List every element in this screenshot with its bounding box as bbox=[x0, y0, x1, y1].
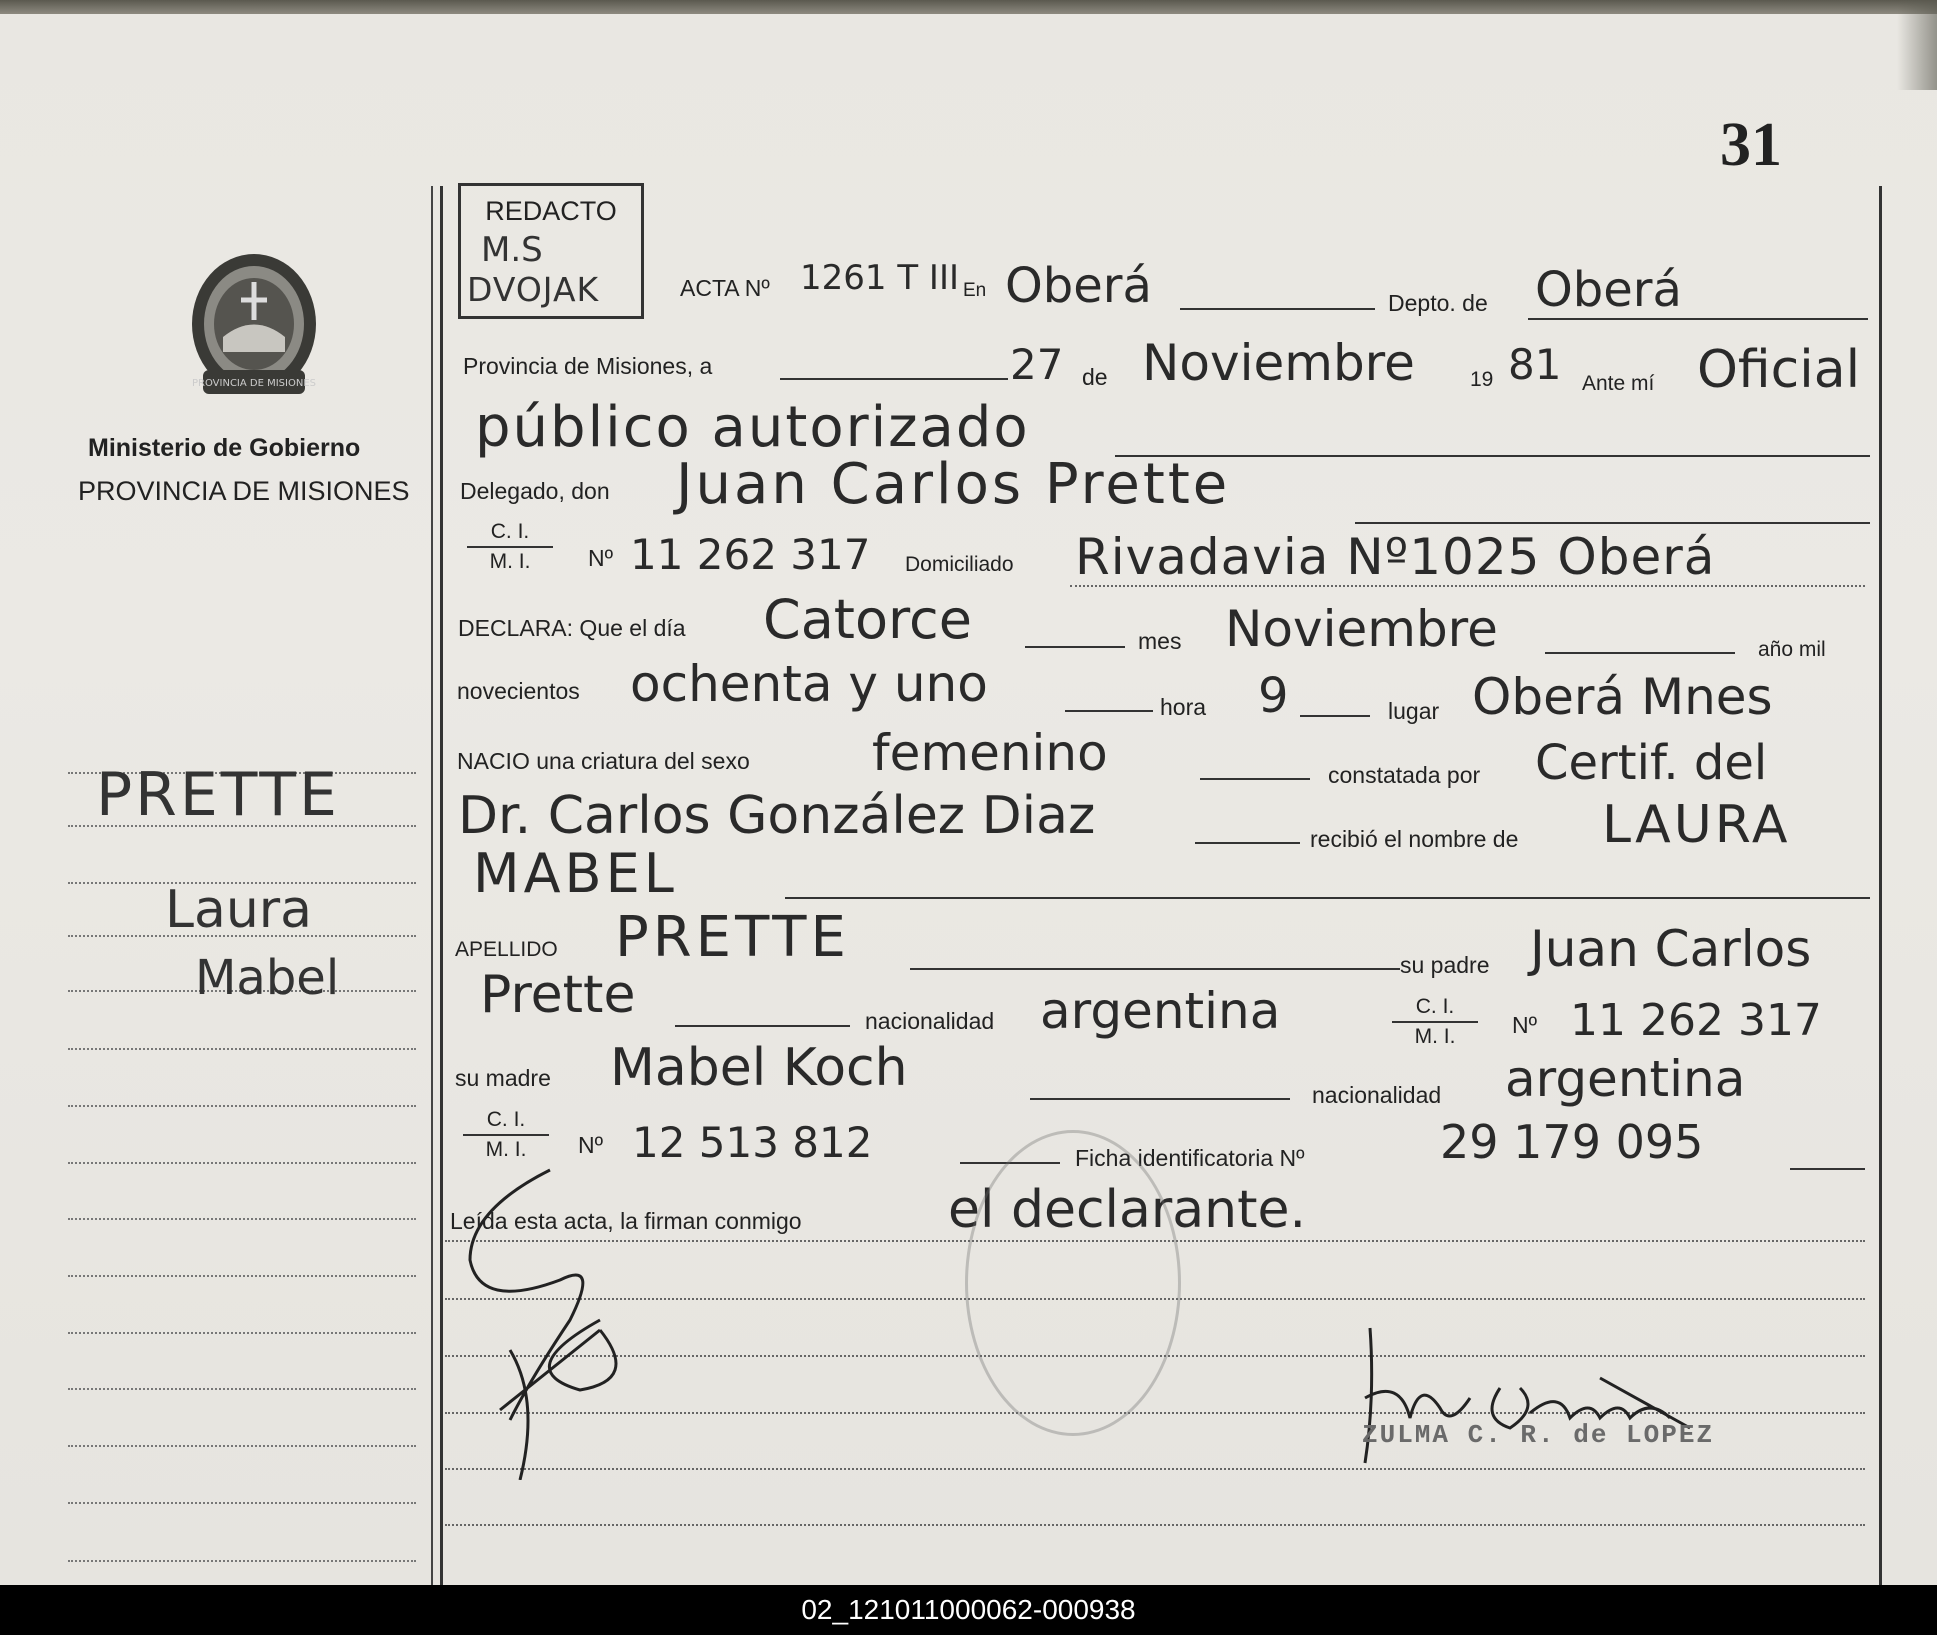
ficha-label: Ficha identificatoria Nº bbox=[1075, 1145, 1305, 1171]
fill-line bbox=[1355, 522, 1870, 524]
fill-line bbox=[1200, 778, 1310, 780]
dia-nacimiento: Catorce bbox=[763, 588, 972, 651]
firman-value: el declarante. bbox=[948, 1180, 1306, 1240]
fill-line bbox=[1025, 646, 1125, 648]
redacto-title: REDACTO bbox=[485, 196, 617, 226]
nro-label: Nº bbox=[588, 545, 614, 571]
padre-nro-label: Nº bbox=[1512, 1012, 1538, 1038]
domicilio-label: Domiciliado bbox=[905, 553, 1014, 576]
provincia-label: Provincia de Misiones, a bbox=[463, 353, 713, 379]
ci-top: C. I. bbox=[1415, 995, 1455, 1018]
recibio-label: recibió el nombre de bbox=[1310, 826, 1519, 852]
margin-line bbox=[68, 1502, 416, 1504]
acta-value: 1261 T III bbox=[800, 258, 959, 298]
anio-prefix: 19 bbox=[1470, 368, 1494, 391]
image-caption: 02_121011000062-000938 bbox=[0, 1585, 1937, 1635]
padre-ci-fraction bbox=[1392, 995, 1478, 1049]
fill-line bbox=[785, 897, 1870, 899]
margin-line bbox=[68, 1105, 416, 1107]
mes-value: Noviembre bbox=[1142, 334, 1415, 392]
fill-line bbox=[1195, 842, 1300, 844]
madre-nacionalidad-value: argentina bbox=[1505, 1050, 1746, 1108]
en-value: Oberá bbox=[1005, 258, 1152, 314]
ci-fraction bbox=[467, 520, 553, 574]
dia-value: 27 bbox=[1010, 340, 1064, 389]
margin-line bbox=[68, 1560, 416, 1562]
depto-label: Depto. de bbox=[1388, 290, 1488, 316]
fill-line bbox=[780, 378, 1008, 380]
declara-label: DECLARA: Que el día bbox=[458, 615, 686, 641]
constatada-label: constatada por bbox=[1328, 762, 1481, 788]
leida-label: Leída esta acta, la firman conmigo bbox=[450, 1208, 802, 1234]
fill-line bbox=[1030, 1098, 1290, 1100]
registry-stamp bbox=[965, 1130, 1181, 1436]
margin-line bbox=[68, 1332, 416, 1334]
mes-label: mes bbox=[1138, 628, 1182, 654]
padre-ci-value: 11 262 317 bbox=[1570, 995, 1822, 1046]
madre-ci-value: 12 513 812 bbox=[632, 1118, 873, 1167]
novecientos-label: novecientos bbox=[457, 678, 580, 704]
padre-value: Juan Carlos bbox=[1530, 920, 1812, 978]
ministry-name: Ministerio de Gobierno bbox=[88, 434, 361, 462]
official-stamp: ZULMA C. R. de LOPEZ bbox=[1362, 1420, 1715, 1450]
margin-surname: PRETTE bbox=[96, 760, 340, 830]
margin-line bbox=[68, 1048, 416, 1050]
madre-nro-label: Nº bbox=[578, 1132, 604, 1158]
dotted-line bbox=[1070, 585, 1865, 587]
domicilio-value: Rivadavia Nº1025 Oberá bbox=[1075, 528, 1716, 586]
madre-value: Mabel Koch bbox=[610, 1038, 908, 1098]
hora-label: hora bbox=[1160, 694, 1207, 720]
oficial-continued: público autorizado bbox=[475, 395, 1030, 460]
delegado-label: Delegado, don bbox=[460, 478, 610, 504]
constatada-continued: Dr. Carlos González Diaz bbox=[458, 786, 1096, 846]
ci-value: 11 262 317 bbox=[630, 530, 871, 579]
margin-line bbox=[68, 1162, 416, 1164]
anio-nacimiento: ochenta y uno bbox=[630, 655, 988, 713]
margin-line bbox=[68, 1218, 416, 1220]
page-number: 31 bbox=[1720, 111, 1782, 179]
margin-line bbox=[68, 1388, 416, 1390]
nombre-continued: MABEL bbox=[473, 842, 678, 905]
fill-line bbox=[1065, 710, 1153, 712]
padre-label: su padre bbox=[1400, 952, 1490, 978]
fill-line bbox=[910, 968, 1400, 970]
padre-nacionalidad-value: argentina bbox=[1040, 982, 1281, 1040]
dotted-line bbox=[445, 1524, 1865, 1526]
padre-continued: Prette bbox=[480, 965, 636, 1025]
dotted-line bbox=[445, 1468, 1865, 1470]
anio-mil-label: año mil bbox=[1758, 638, 1826, 661]
depto-value: Oberá bbox=[1535, 262, 1682, 318]
nombre-value: LAURA bbox=[1602, 795, 1791, 855]
fill-line bbox=[1545, 652, 1735, 654]
anio-value: 81 bbox=[1508, 340, 1562, 389]
ante-label: Ante mí bbox=[1582, 372, 1655, 395]
mes-nacimiento: Noviembre bbox=[1225, 600, 1498, 658]
ci-bottom: M. I. bbox=[1414, 1025, 1456, 1048]
declarant-signature bbox=[450, 1150, 650, 1480]
constatada-value: Certif. del bbox=[1535, 735, 1768, 791]
hora-value: 9 bbox=[1258, 668, 1289, 724]
sexo-value: femenino bbox=[872, 724, 1108, 782]
margin-line bbox=[68, 1275, 416, 1277]
seal-text: PROVINCIA DE MISIONES bbox=[192, 378, 316, 389]
fill-line bbox=[1300, 715, 1370, 717]
page-top-edge bbox=[0, 0, 1937, 14]
madre-nacionalidad-label: nacionalidad bbox=[1312, 1082, 1442, 1108]
fill-line bbox=[1528, 318, 1868, 320]
margin-name-second: Mabel bbox=[195, 950, 340, 1006]
form-margin-rule bbox=[431, 186, 433, 1585]
lugar-label: lugar bbox=[1388, 698, 1440, 724]
province-name: PROVINCIA DE MISIONES bbox=[78, 476, 410, 506]
lugar-value: Oberá Mnes bbox=[1472, 668, 1773, 726]
apellido-value: PRETTE bbox=[615, 905, 850, 970]
padre-nacionalidad-label: nacionalidad bbox=[865, 1008, 995, 1034]
ficha-value: 29 179 095 bbox=[1440, 1115, 1704, 1169]
ci-top: C. I. bbox=[486, 1108, 526, 1131]
apellido-label: APELLIDO bbox=[455, 938, 558, 961]
ci-bottom: M. I. bbox=[489, 550, 531, 573]
provincial-seal-icon bbox=[183, 242, 325, 402]
de-label: de bbox=[1082, 364, 1108, 390]
ci-top: C. I. bbox=[490, 520, 530, 543]
delegado-value: Juan Carlos Prette bbox=[676, 452, 1231, 517]
redacto-initials: M.S bbox=[481, 230, 543, 270]
madre-label: su madre bbox=[455, 1065, 551, 1091]
fill-line bbox=[675, 1025, 850, 1027]
en-label: En bbox=[963, 280, 987, 301]
acta-label: ACTA Nº bbox=[680, 275, 770, 301]
fill-line bbox=[1180, 308, 1375, 310]
margin-name-first: Laura bbox=[165, 880, 313, 940]
redacto-name: DVOJAK bbox=[467, 270, 600, 309]
margin-line bbox=[68, 1445, 416, 1447]
ci-bottom: M. I. bbox=[485, 1138, 527, 1161]
oficial-value: Oficial bbox=[1697, 340, 1861, 400]
page-corner-shadow bbox=[1897, 0, 1937, 90]
nacio-label: NACIO una criatura del sexo bbox=[457, 748, 750, 774]
fill-line bbox=[1790, 1168, 1865, 1170]
